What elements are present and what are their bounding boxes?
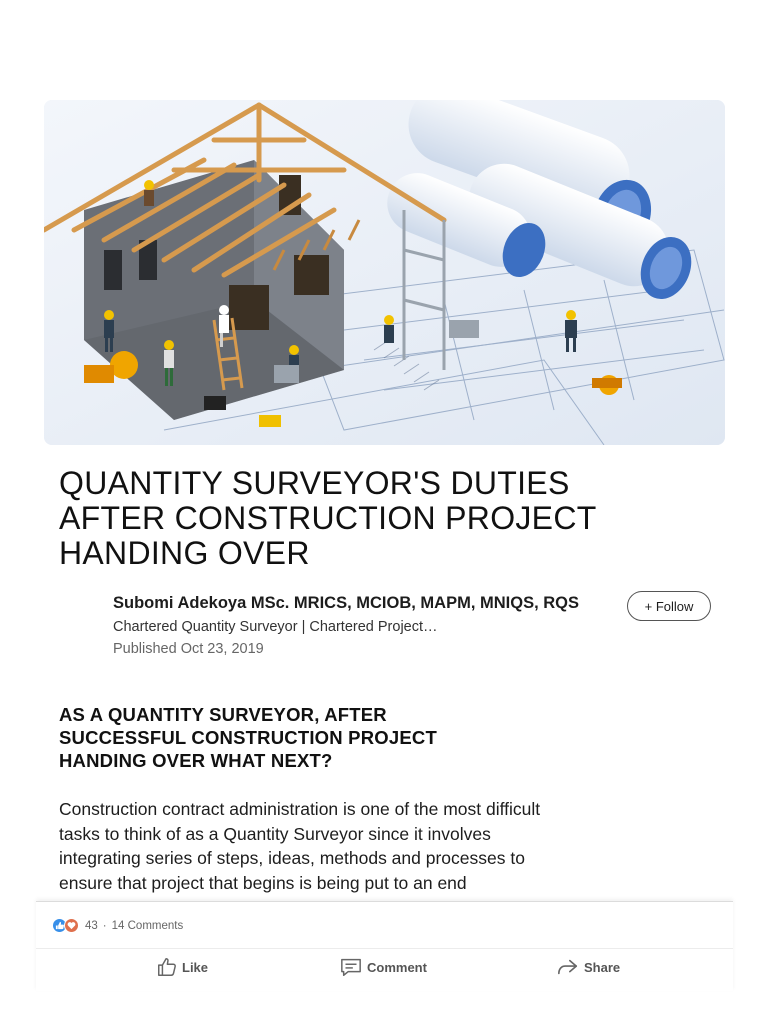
author-headline: Chartered Quantity Surveyor | Chartered Project… — [113, 619, 438, 635]
like-label: Like — [182, 959, 209, 975]
comment-label: Comment — [367, 959, 427, 975]
share-label: Share — [584, 959, 621, 975]
like-button[interactable] — [156, 956, 208, 978]
speech-bubble-icon — [339, 956, 363, 978]
thumbs-up-icon — [156, 956, 178, 978]
follow-button[interactable]: + Follow — [627, 591, 711, 621]
construction-illustration — [44, 100, 725, 445]
comment-button[interactable] — [339, 956, 427, 978]
reactions-summary[interactable] — [52, 918, 183, 933]
love-reaction-icon — [64, 918, 79, 933]
published-date: Published Oct 23, 2019 — [113, 641, 264, 657]
article-cover-image — [44, 100, 725, 445]
reaction-count: 43 — [85, 919, 98, 932]
comments-count[interactable]: 14 Comments — [111, 919, 184, 932]
article-title: QUANTITY SURVEYOR'S DUTIES AFTER CONSTRUCTION PROJECT HANDING OVER — [59, 465, 597, 571]
article-subheading: AS A QUANTITY SURVEYOR, AFTER SUCCESSFUL CONSTRUCTION PROJECT HANDING OVER WHAT NEXT? — [59, 704, 437, 771]
article-body: Construction contract administration is one of the most difficult tasks to think of as a Quantity Surveyor since it involves integrating series of steps, ideas, methods and processes to ensure that project that begins is being put to an end — [59, 799, 541, 894]
share-button[interactable] — [556, 956, 620, 978]
author-avatar[interactable] — [59, 592, 103, 636]
action-divider — [36, 948, 733, 949]
share-arrow-icon — [556, 956, 580, 978]
social-action-bar — [36, 901, 733, 991]
author-name[interactable]: Subomi Adekoya MSc. MRICS, MCIOB, MAPM, MNIQS, RQS — [113, 594, 580, 612]
separator-dot: · — [102, 919, 107, 932]
